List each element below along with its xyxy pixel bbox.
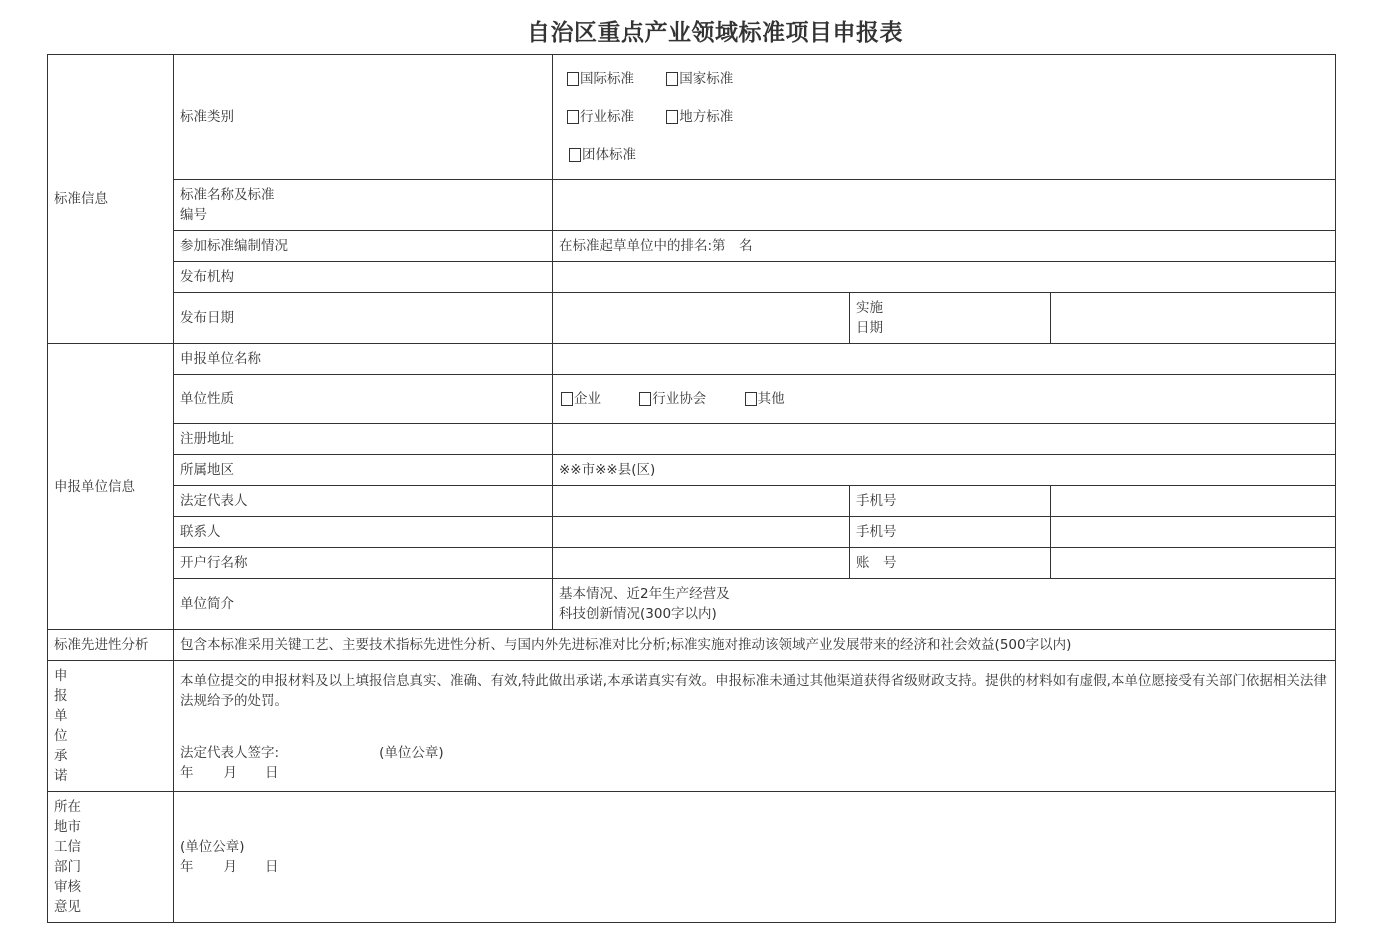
checkbox-icon[interactable] [561, 392, 573, 406]
field-applicant-name[interactable] [553, 344, 1336, 375]
section-commitment: 申 报 单 位 承 诺 [48, 661, 174, 792]
field-bank[interactable] [553, 548, 850, 579]
field-standard-name[interactable] [553, 180, 1336, 231]
label-standard-category: 标准类别 [174, 55, 553, 180]
row-commitment [48, 661, 1336, 792]
section-standard-info: 标准信息 [48, 55, 174, 344]
field-implement-date[interactable] [1051, 293, 1336, 344]
row-region [48, 455, 1336, 486]
label-unit-nature: 单位性质 [174, 375, 553, 424]
section-review: 所在 地市 工信 部门 审核 意见 [48, 792, 174, 923]
label-address: 注册地址 [174, 424, 553, 455]
label-intro: 单位简介 [174, 579, 553, 630]
row-contact [48, 517, 1336, 548]
checkbox-icon[interactable] [567, 72, 579, 86]
field-contact[interactable] [553, 517, 850, 548]
option-industry-association[interactable]: 行业协会 [639, 389, 706, 409]
review-date: 年 月 日 [180, 859, 279, 875]
standard-category-options [553, 55, 1336, 180]
row-publish-date [48, 293, 1336, 344]
field-publish-date[interactable] [553, 293, 850, 344]
row-legal-rep [48, 486, 1336, 517]
row-participation [48, 231, 1336, 262]
field-publisher[interactable] [553, 262, 1336, 293]
option-national-standard[interactable]: 国家标准 [666, 60, 733, 98]
option-group-standard[interactable]: 团体标准 [569, 136, 636, 174]
commitment-signature-line: 法定代表人签字: (单位公章) [180, 745, 444, 761]
option-enterprise[interactable]: 企业 [561, 389, 601, 409]
label-applicant-name: 申报单位名称 [174, 344, 553, 375]
commitment-seal: (单位公章) [379, 745, 444, 761]
label-account: 账 号 [850, 548, 1051, 579]
option-other[interactable]: 其他 [745, 389, 785, 409]
option-industry-standard[interactable]: 行业标准 [567, 98, 634, 136]
option-international-standard[interactable]: 国际标准 [567, 60, 634, 98]
commitment-text: 本单位提交的申报材料及以上填报信息真实、准确、有效,特此做出承诺,本承诺真实有效。申报标准未通过其他渠道获得省级财政支持。提供的材料如有虚假,本单位愿接受有关部门依据相关法律法规给予的处罚。 [180, 673, 1327, 709]
row-address [48, 424, 1336, 455]
row-standard-category [48, 55, 1336, 180]
label-bank: 开户行名称 [174, 548, 553, 579]
checkbox-icon[interactable] [567, 110, 579, 124]
field-participation[interactable]: 在标准起草单位中的排名:第 名 [553, 231, 1336, 262]
row-intro [48, 579, 1336, 630]
review-content[interactable] [174, 792, 1336, 923]
label-contact-phone: 手机号 [850, 517, 1051, 548]
label-publisher: 发布机构 [174, 262, 553, 293]
row-standard-name [48, 180, 1336, 231]
section-advancement: 标准先进性分析 [48, 630, 174, 661]
section-applicant-info: 申报单位信息 [48, 344, 174, 630]
field-account[interactable] [1051, 548, 1336, 579]
label-contact: 联系人 [174, 517, 553, 548]
review-seal: (单位公章) [180, 839, 245, 855]
field-legal-rep[interactable] [553, 486, 850, 517]
row-publisher [48, 262, 1336, 293]
label-legal-rep-phone: 手机号 [850, 486, 1051, 517]
checkbox-icon[interactable] [745, 392, 757, 406]
field-contact-phone[interactable] [1051, 517, 1336, 548]
row-advancement [48, 630, 1336, 661]
commitment-content [174, 661, 1336, 792]
field-intro[interactable]: 基本情况、近2年生产经营及 科技创新情况(300字以内) [553, 579, 1336, 630]
application-form-table [47, 54, 1336, 923]
checkbox-icon[interactable] [666, 72, 678, 86]
checkbox-icon[interactable] [569, 148, 581, 162]
label-legal-rep: 法定代表人 [174, 486, 553, 517]
label-implement-date: 实施 日期 [850, 293, 1051, 344]
checkbox-icon[interactable] [639, 392, 651, 406]
field-advancement[interactable]: 包含本标准采用关键工艺、主要技术指标先进性分析、与国内外先进标准对比分析;标准实施对推动该领域产业发展带来的经济和社会效益(500字以内) [174, 630, 1336, 661]
label-region: 所属地区 [174, 455, 553, 486]
option-local-standard[interactable]: 地方标准 [666, 98, 733, 136]
label-participation: 参加标准编制情况 [174, 231, 553, 262]
row-bank [48, 548, 1336, 579]
field-legal-rep-phone[interactable] [1051, 486, 1336, 517]
field-address[interactable] [553, 424, 1336, 455]
row-review [48, 792, 1336, 923]
label-publish-date: 发布日期 [174, 293, 553, 344]
field-region[interactable]: ※※市※※县(区) [553, 455, 1336, 486]
checkbox-icon[interactable] [666, 110, 678, 124]
commitment-date: 年 月 日 [180, 765, 279, 781]
row-applicant-name [48, 344, 1336, 375]
label-standard-name: 标准名称及标准 编号 [174, 180, 553, 231]
form-title: 自治区重点产业领域标准项目申报表 [527, 20, 903, 46]
unit-nature-options [553, 375, 1336, 424]
row-unit-nature [48, 375, 1336, 424]
